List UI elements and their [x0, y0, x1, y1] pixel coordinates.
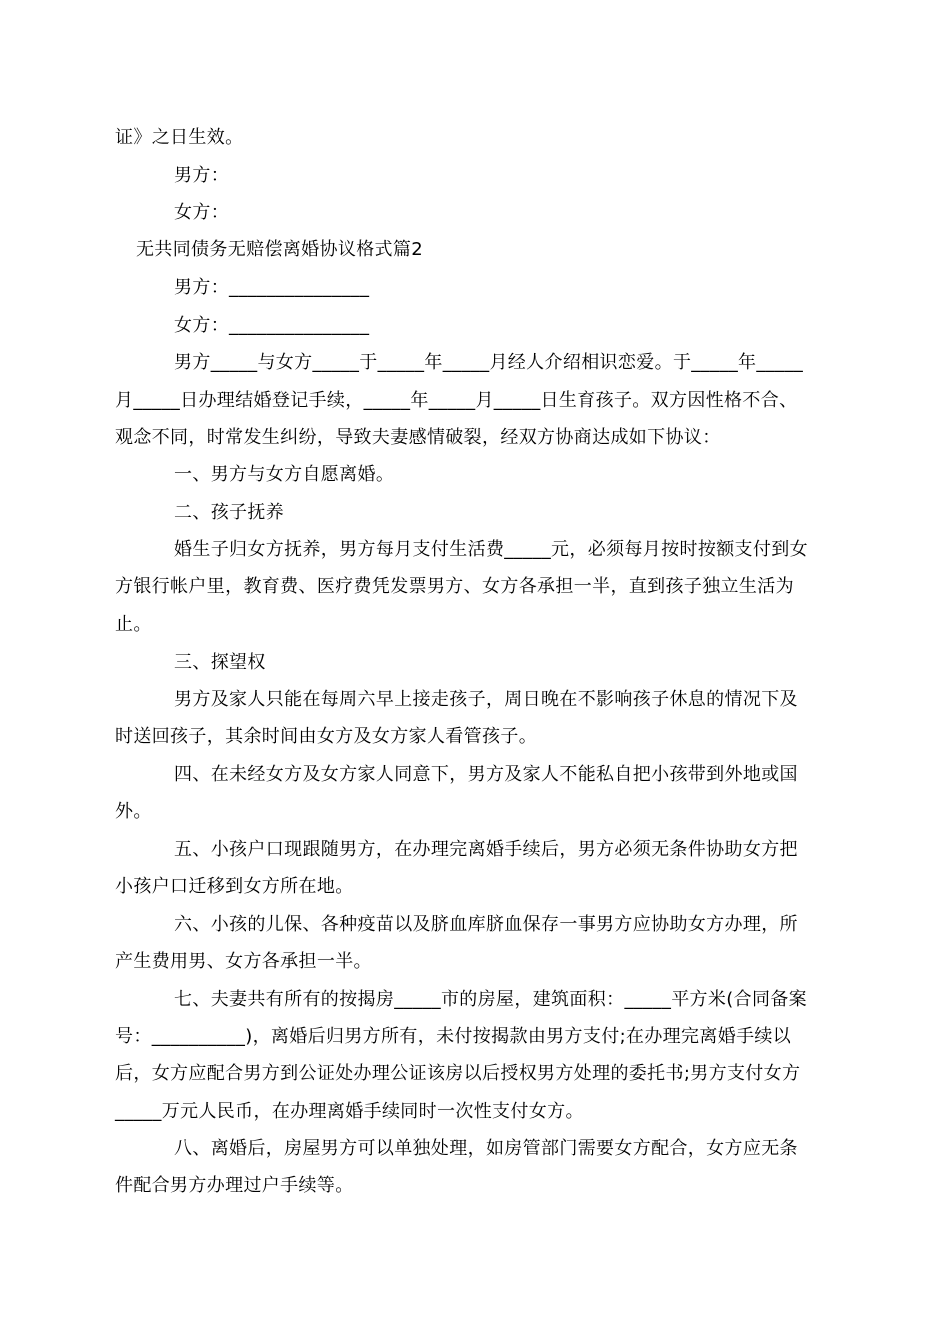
text-line: 证》之日生效。 [115, 127, 244, 148]
text-line: 七、夫妻共有所有的按揭房_____市的房屋，建筑面积：_____平方米(合同备案 [174, 989, 808, 1010]
text-line: 产生费用男、女方各承担一半。 [115, 951, 372, 972]
text-line: 男方： [174, 165, 230, 186]
text-line: 月_____日办理结婚登记手续，_____年_____月_____日生育孩子。双方因性格不合、 [115, 390, 798, 411]
text-line: 八、离婚后，房屋男方可以单独处理，如房管部门需要女方配合，女方应无条 [174, 1138, 798, 1159]
text-line: 女方： [174, 202, 230, 223]
text-line: 一、男方与女方自愿离婚。 [174, 464, 395, 485]
text-line: 婚生子归女方抚养，男方每月支付生活费_____元，必须每月按时按额支付到女 [174, 539, 808, 560]
text-line: 四、在未经女方及女方家人同意下，男方及家人不能私自把小孩带到外地或国 [174, 764, 798, 785]
text-line: 小孩户口迁移到女方所在地。 [115, 876, 354, 897]
text-line: 五、小孩户口现跟随男方，在办理完离婚手续后，男方必须无条件协助女方把 [174, 839, 798, 860]
text-line: 三、探望权 [174, 652, 266, 673]
text-line: 六、小孩的儿保、各种疫苗以及脐血库脐血保存一事男方应协助女方办理，所 [174, 914, 798, 935]
text-line: 男方_____与女方_____于_____年_____月经人介绍相识恋爱。于_____年_____ [174, 352, 804, 373]
text-line: 观念不同，时常发生纠纷，导致夫妻感情破裂，经双方协商达成如下协议： [115, 427, 721, 448]
text-line: 外。 [115, 801, 152, 822]
text-line: 后，女方应配合男方到公证处办理公证该房以后授权男方处理的委托书;男方支付女方 [115, 1063, 801, 1084]
text-line: 件配合男方办理过户手续等。 [115, 1175, 354, 1196]
text-line: 女方：_______________ [174, 315, 370, 336]
text-line: 男方：_______________ [174, 277, 370, 298]
text-line: 方银行帐户里，教育费、医疗费凭发票男方、女方各承担一半，直到孩子独立生活为 [115, 576, 794, 597]
text-line: _____万元人民币，在办理离婚手续同时一次性支付女方。 [115, 1101, 584, 1122]
text-line: 时送回孩子，其余时间由女方及女方家人看管孩子。 [115, 726, 538, 747]
text-line: 男方及家人只能在每周六早上接走孩子，周日晚在不影响孩子休息的情况下及 [174, 689, 798, 710]
text-line: 止。 [115, 614, 152, 635]
section-title: 无共同债务无赔偿离婚协议格式篇2 [136, 239, 424, 260]
text-line: 二、孩子抚养 [174, 502, 285, 523]
text-line: 号：__________)，离婚后归男方所有，未付按揭款由男方支付;在办理完离婚手续以 [115, 1026, 792, 1047]
